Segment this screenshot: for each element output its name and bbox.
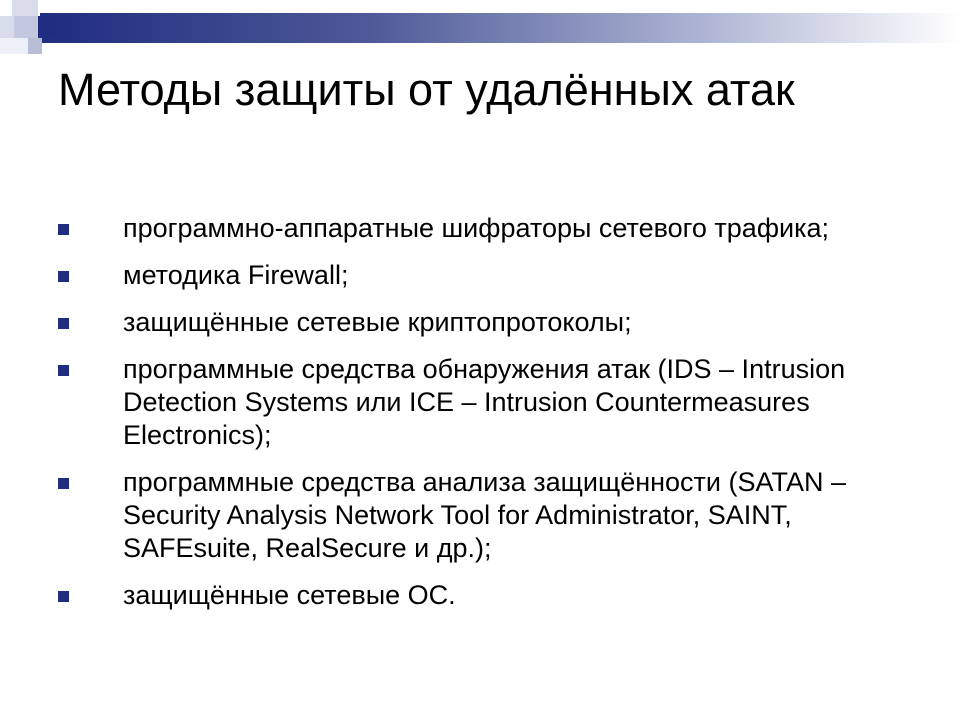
bullet-text: методика Firewall; [123,260,349,290]
square-bullet-icon [58,591,69,602]
deco-square [0,38,28,54]
bullet-item [58,579,888,612]
bullet-text: программные средства обнаружения атак (IDS – Intrusion Detection Systems или ICE – Intrusion Countermeasures Electronics); [123,354,846,450]
bullet-item [58,306,888,339]
square-bullet-icon [58,478,69,489]
deco-square [0,16,14,38]
deco-square [28,38,42,54]
slide-title: Методы защиты от удалённых атак [58,64,795,115]
bullet-item [58,353,888,452]
bullet-item [58,212,888,245]
bullet-text: программно-аппаратные шифраторы сетевого трафика; [123,213,830,243]
deco-square [38,16,56,38]
bullet-text: защищённые сетевые ОС. [123,580,456,610]
deco-square [12,0,38,16]
square-bullet-icon [58,318,69,329]
gradient-bar [40,13,960,43]
bullet-item [58,466,888,565]
deco-square [14,16,38,38]
bullet-item [58,259,888,292]
square-bullet-icon [58,271,69,282]
decorative-header [0,0,960,60]
bullet-list [58,212,888,626]
bullet-text: программные средства анализа защищённости (SATAN – Security Analysis Network Tool for Administrator, SAINT, SAFEsuite, RealSecure и др.); [123,467,847,563]
square-bullet-icon [58,224,69,235]
bullet-text: защищённые сетевые криптопротоколы; [123,307,632,337]
square-bullet-icon [58,365,69,376]
